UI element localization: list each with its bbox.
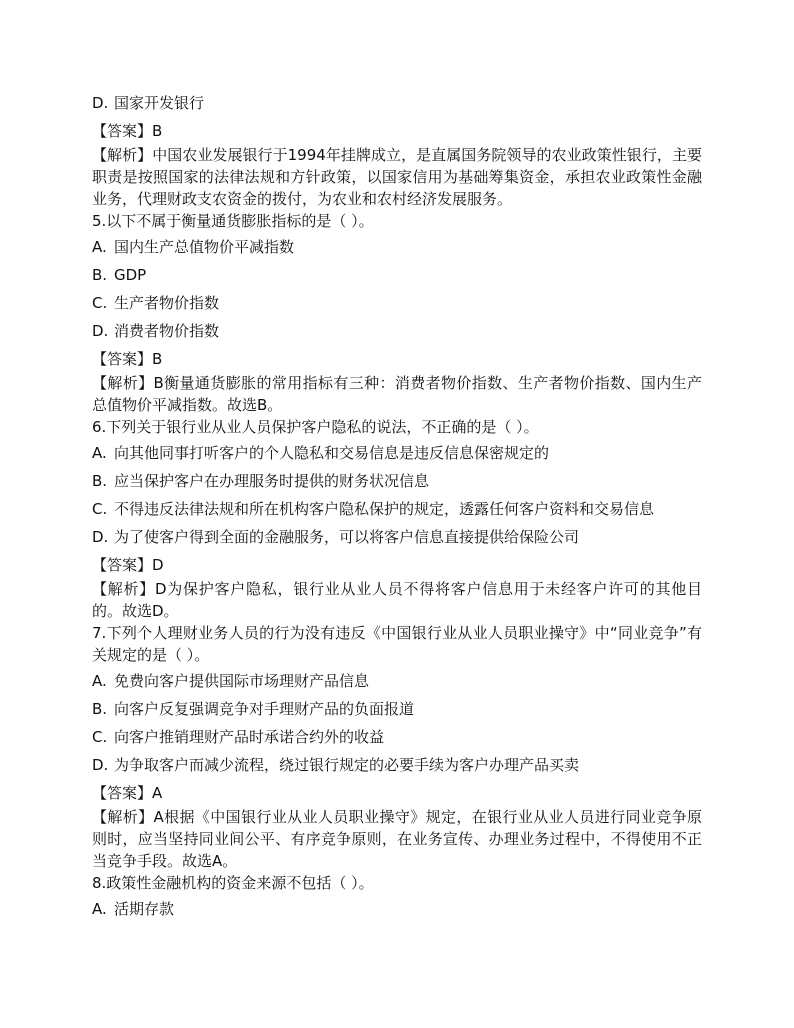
- option-line: [92, 440, 702, 466]
- option-text: 消费者物价指数: [114, 322, 220, 340]
- option-text: 向其他同事打听客户的个人隐私和交易信息是违反信息保密规定的: [114, 444, 550, 462]
- analysis-paragraph: [92, 144, 702, 210]
- answer-line: [92, 552, 702, 578]
- option-text: 国家开发银行: [114, 94, 205, 112]
- option-text: 为了使客户得到全面的金融服务，可以将客户信息直接提供给保险公司: [114, 528, 580, 546]
- answer-label: 【答案】: [92, 556, 153, 574]
- option-line: [92, 234, 702, 260]
- analysis-label: 【解析】: [92, 580, 155, 598]
- question-text: 6.下列关于银行业从业人员保护客户隐私的说法，不正确的是（ ）。: [92, 418, 539, 436]
- option-line: [92, 290, 702, 316]
- option-letter: C.: [92, 294, 108, 312]
- option-letter: B.: [92, 472, 108, 490]
- option-text: 生产者物价指数: [114, 294, 220, 312]
- option-line: [92, 468, 702, 494]
- option-letter: D.: [92, 94, 109, 112]
- option-letter: C.: [92, 500, 108, 518]
- question-text: 7.下列个人理财业务人员的行为没有违反《中国银行业从业人员职业操守》中“同业竞争”有关规定的是（ ）。: [92, 624, 702, 664]
- option-letter: D.: [92, 528, 109, 546]
- analysis-text: B衡量通货膨胀的常用指标有三种：消费者物价指数、生产者物价指数、国内生产总值物价平减指数。故选B。: [92, 374, 702, 414]
- analysis-label: 【解析】: [92, 808, 154, 826]
- option-text: 应当保护客户在办理服务时提供的财务状况信息: [114, 472, 430, 490]
- analysis-paragraph: [92, 806, 702, 872]
- analysis-text: D为保护客户隐私，银行业从业人员不得将客户信息用于未经客户许可的其他目的。故选D。: [92, 580, 702, 620]
- option-text: 不得违反法律法规和所在机构客户隐私保护的规定，透露任何客户资料和交易信息: [114, 500, 655, 518]
- answer-line: [92, 780, 702, 806]
- option-line: [92, 696, 702, 722]
- option-letter: B.: [92, 700, 108, 718]
- option-line: [92, 668, 702, 694]
- answer-value: D: [152, 556, 164, 574]
- option-letter: A.: [92, 444, 107, 462]
- option-line: [92, 318, 702, 344]
- answer-line: [92, 118, 702, 144]
- analysis-paragraph: [92, 578, 702, 622]
- analysis-label: 【解析】: [92, 146, 153, 164]
- option-line: [92, 752, 702, 778]
- answer-label: 【答案】: [92, 350, 153, 368]
- option-line: [92, 496, 702, 522]
- answer-line: [92, 346, 702, 372]
- option-text: 向客户推销理财产品时承诺合约外的收益: [114, 728, 385, 746]
- analysis-text: A根据《中国银行业从业人员职业操守》规定，在银行业从业人员进行同业竞争原则时，应当坚持同业间公平、有序竞争原则，在业务宣传、办理业务过程中，不得使用不正当竞争手段。故选A。: [92, 808, 702, 870]
- option-letter: C.: [92, 728, 108, 746]
- option-line: [92, 262, 702, 288]
- option-letter: A.: [92, 672, 107, 690]
- option-line: [92, 896, 702, 922]
- answer-label: 【答案】: [92, 784, 153, 802]
- option-text: 国内生产总值物价平减指数: [114, 238, 295, 256]
- option-text: 向客户反复强调竞争对手理财产品的负面报道: [114, 700, 415, 718]
- option-line: [92, 524, 702, 550]
- analysis-label: 【解析】: [92, 374, 154, 392]
- answer-value: B: [152, 350, 163, 368]
- analysis-paragraph: [92, 372, 702, 416]
- option-text: 活期存款: [114, 900, 175, 918]
- option-letter: A.: [92, 238, 107, 256]
- option-text: 免费向客户提供国际市场理财产品信息: [114, 672, 370, 690]
- option-letter: A.: [92, 900, 107, 918]
- option-line: [92, 724, 702, 750]
- option-letter: D.: [92, 322, 109, 340]
- option-text: GDP: [114, 266, 147, 284]
- option-letter: D.: [92, 756, 109, 774]
- answer-value: A: [152, 784, 163, 802]
- question-text: 5.以下不属于衡量通货膨胀指标的是（ ）。: [92, 212, 374, 230]
- option-line: [92, 90, 702, 116]
- analysis-text: 中国农业发展银行于1994年挂牌成立，是直属国务院领导的农业政策性银行，主要职责是按照国家的法律法规和方针政策，以国家信用为基础筹集资金，承担农业政策性金融业务，代理财政支农资金的拨付，为农业和农村经济发展服务。: [92, 146, 702, 208]
- option-letter: B.: [92, 266, 108, 284]
- option-text: 为争取客户而减少流程，绕过银行规定的必要手续为客户办理产品买卖: [114, 756, 580, 774]
- answer-label: 【答案】: [92, 122, 153, 140]
- answer-value: B: [152, 122, 163, 140]
- question-text: 8.政策性金融机构的资金来源不包括（ ）。: [92, 874, 374, 892]
